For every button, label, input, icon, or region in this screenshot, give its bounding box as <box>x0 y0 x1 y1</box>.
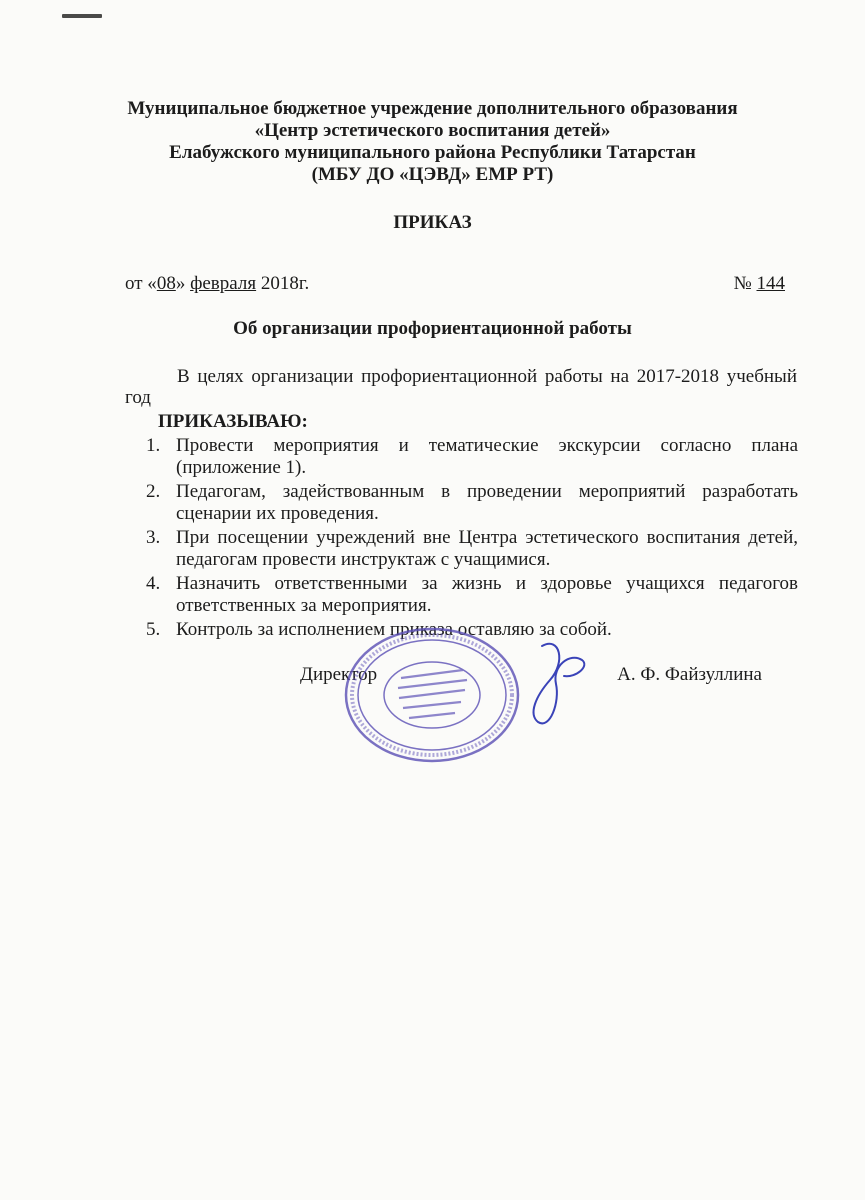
item-text: Назначить ответственными за жизнь и здоровье учащихся педагогов ответственных за мероприятия. <box>176 573 798 616</box>
organization-line-3: Елабужского муниципального района Республики Татарстан <box>169 142 696 163</box>
item-number: 4. <box>146 573 161 594</box>
item-text: При посещении учреждений вне Центра эстетического воспитания детей, педагогам провести инструктаж с учащимися. <box>176 527 798 570</box>
item-number: 5. <box>146 619 161 640</box>
item-number: 2. <box>146 481 161 502</box>
date-prefix: от « <box>125 273 157 294</box>
number-prefix: № <box>733 273 757 294</box>
order-item <box>146 481 798 525</box>
order-item <box>146 435 798 479</box>
item-number: 3. <box>146 527 161 548</box>
stamp-center-lines <box>398 670 467 718</box>
item-number: 1. <box>146 435 161 456</box>
order-word: ПРИКАЗЫВАЮ: <box>158 411 308 432</box>
order-subject: Об организации профориентационной работы <box>233 318 632 339</box>
order-date <box>125 273 309 295</box>
order-item <box>146 573 798 617</box>
organization-line-4: (МБУ ДО «ЦЭВД» ЕМР РТ) <box>311 164 554 185</box>
number-value: 144 <box>756 273 785 294</box>
stamp-graphic <box>346 629 518 761</box>
intro-paragraph: В целях организации профориентационной работы на 2017-2018 учебный год <box>125 366 797 408</box>
order-item <box>146 527 798 571</box>
date-year: 2018г. <box>256 273 310 294</box>
handwritten-signature <box>520 632 590 732</box>
item-text: Педагогам, задействованным в проведении мероприятий разработать сценарии их проведения. <box>176 481 798 524</box>
document-title: ПРИКАЗ <box>393 212 472 233</box>
signature-stroke <box>534 644 585 724</box>
date-month: февраля <box>190 273 257 294</box>
official-stamp <box>343 626 521 764</box>
signatory-position: Директор <box>300 664 378 685</box>
date-mid: » <box>175 273 191 294</box>
organization-line-2: «Центр эстетического воспитания детей» <box>254 120 611 141</box>
item-text: Контроль за исполнением приказа оставляю за собой. <box>176 619 612 640</box>
order-number <box>734 273 785 295</box>
signatory-name: А. Ф. Файзуллина <box>617 664 762 685</box>
organization-header <box>0 98 865 186</box>
date-day: 08 <box>156 273 176 294</box>
organization-line-1: Муниципальное бюджетное учреждение дополнительного образования <box>127 98 738 119</box>
item-text: Провести мероприятия и тематические экскурсии согласно плана (приложение 1). <box>176 435 798 478</box>
scan-edge-mark <box>62 14 102 18</box>
order-items <box>146 435 798 643</box>
